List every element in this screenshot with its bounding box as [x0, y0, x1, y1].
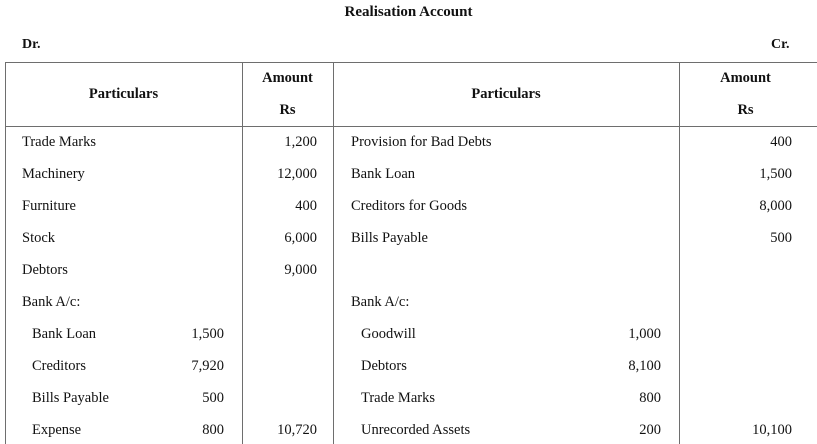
credit-side-label: Cr. [771, 37, 790, 52]
table-top-border [5, 62, 817, 63]
credit-group-total: 10,100 [752, 422, 792, 438]
debit-sub-row-label: Expense [32, 422, 82, 438]
debit-sub-row-label: Bank Loan [32, 326, 97, 342]
debit-sub-row-value: 500 [202, 390, 224, 406]
debit-row-label: Stock [22, 230, 56, 246]
credit-amount-divider [679, 62, 680, 444]
debit-sub-row-value: 800 [202, 422, 224, 438]
credit-sub-row-label: Goodwill [361, 326, 416, 342]
credit-sub-row-value: 1,000 [628, 326, 661, 342]
debit-row-amount: 12,000 [277, 166, 317, 182]
debit-particulars-header: Particulars [88, 86, 159, 102]
header-bottom-border [5, 126, 817, 127]
debit-sub-row-label: Creditors [32, 358, 86, 374]
credit-amount-header: Amount [720, 70, 771, 86]
debit-row-amount: 1,200 [284, 134, 317, 150]
debit-row-amount: 400 [295, 198, 317, 214]
credit-sub-row-label: Unrecorded Assets [361, 422, 471, 438]
debit-currency-header: Rs [279, 102, 296, 118]
debit-side-label: Dr. [22, 37, 41, 52]
debit-row-label: Machinery [22, 166, 85, 182]
debit-amount-header: Amount [262, 70, 313, 86]
credit-row-label: Bank Loan [351, 166, 416, 182]
debit-sub-row-label: Bills Payable [32, 390, 109, 406]
credit-particulars-header: Particulars [471, 86, 541, 102]
credit-group-label: Bank A/c: [351, 294, 410, 310]
credit-sub-row-label: Debtors [361, 358, 407, 374]
debit-row-label: Trade Marks [22, 134, 96, 150]
debit-group-total: 10,720 [277, 422, 317, 438]
credit-row-label: Creditors for Goods [351, 198, 467, 214]
debit-row-amount: 6,000 [284, 230, 317, 246]
credit-row-label: Bills Payable [351, 230, 428, 246]
debit-sub-row-value: 1,500 [191, 326, 224, 342]
table-left-border [5, 62, 6, 444]
credit-row-amount: 8,000 [759, 198, 792, 214]
credit-sub-row-value: 800 [639, 390, 661, 406]
credit-sub-row-value: 8,100 [628, 358, 661, 374]
credit-sub-row-label: Trade Marks [361, 390, 435, 406]
credit-row-amount: 1,500 [759, 166, 792, 182]
debit-row-label: Debtors [22, 262, 68, 278]
credit-currency-header: Rs [737, 102, 754, 118]
debit-row-label: Furniture [22, 198, 76, 214]
debit-group-label: Bank A/c: [22, 294, 81, 310]
page-title: Realisation Account [344, 4, 473, 20]
credit-row-label: Provision for Bad Debts [351, 134, 492, 150]
center-divider [333, 62, 334, 444]
debit-row-amount: 9,000 [284, 262, 317, 278]
credit-sub-row-value: 200 [639, 422, 661, 438]
credit-row-amount: 400 [770, 134, 792, 150]
debit-amount-divider [242, 62, 243, 444]
debit-sub-row-value: 7,920 [191, 358, 224, 374]
credit-row-amount: 500 [770, 230, 792, 246]
